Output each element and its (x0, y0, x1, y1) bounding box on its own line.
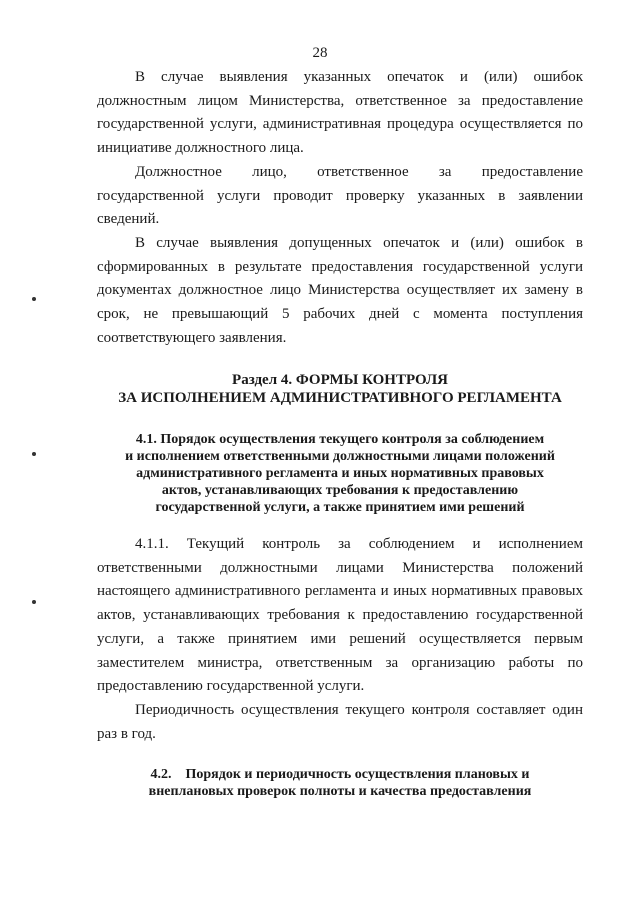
body-text-middle (97, 533, 583, 746)
section-heading-line: ЗА ИСПОЛНЕНИЕМ АДМИНИСТРАТИВНОГО РЕГЛАМЕНТА (118, 389, 562, 406)
paragraph: Должностное лицо, ответственное за предоставление государственной услуги проводит проверку указанных в заявлении сведений. (97, 163, 583, 228)
section-heading (80, 372, 600, 407)
subsection-heading-line: и исполнением ответственными должностными лицами положений (125, 449, 555, 464)
subsection-heading-line: 4.1. Порядок осуществления текущего контроля за соблюдением (135, 432, 545, 447)
section-heading-line: Раздел 4. ФОРМЫ КОНТРОЛЯ (232, 372, 448, 388)
subsection-heading-line: актов, устанавливающих требования к предоставлению (161, 483, 519, 498)
scan-speck (32, 297, 36, 301)
paragraph: В случае выявления допущенных опечаток и (или) ошибок в сформированных в результате предоставления государственной услуги документах должностное лицо Министерства осуществляет их замену в срок, не превышающий 5 рабочих дней с момента поступления соответствующего заявления. (97, 234, 583, 346)
subsection-heading-4-1 (97, 431, 583, 516)
subsection-heading-line: внеплановых проверок полноты и качества предоставления (148, 784, 532, 799)
scan-speck (32, 600, 36, 604)
page-number: 28 (312, 45, 328, 61)
subsection-heading-4-2 (97, 766, 583, 800)
paragraph: В случае выявления указанных опечаток и (или) ошибок должностным лицом Министерства, ответственное за предоставление государственной услуги, административная процедура осуществляется по инициативе должностного лица. (97, 69, 583, 157)
subsection-heading-line: административного регламента и иных нормативных правовых (136, 466, 544, 481)
subsection-heading-line: 4.2. Порядок и периодичность осуществления плановых и (150, 767, 530, 782)
scan-speck (32, 452, 36, 456)
paragraph: 4.1.1. Текущий контроль за соблюдением и исполнением ответственными должностными лицами Министерства положений настоящего административного регламента и иных нормативных правовых актов, устанавливающих требования к предоставлению государственной услуги, а также принятием ими решений осуществляется первым заместителем министра, ответственным за организацию работы по предоставлению государственной услуги. (97, 536, 583, 695)
body-text-top (97, 66, 583, 350)
subsection-heading-line: государственной услуги, а также принятием ими решений (155, 500, 525, 515)
paragraph: Периодичность осуществления текущего контроля составляет один раз в год. (97, 701, 583, 742)
